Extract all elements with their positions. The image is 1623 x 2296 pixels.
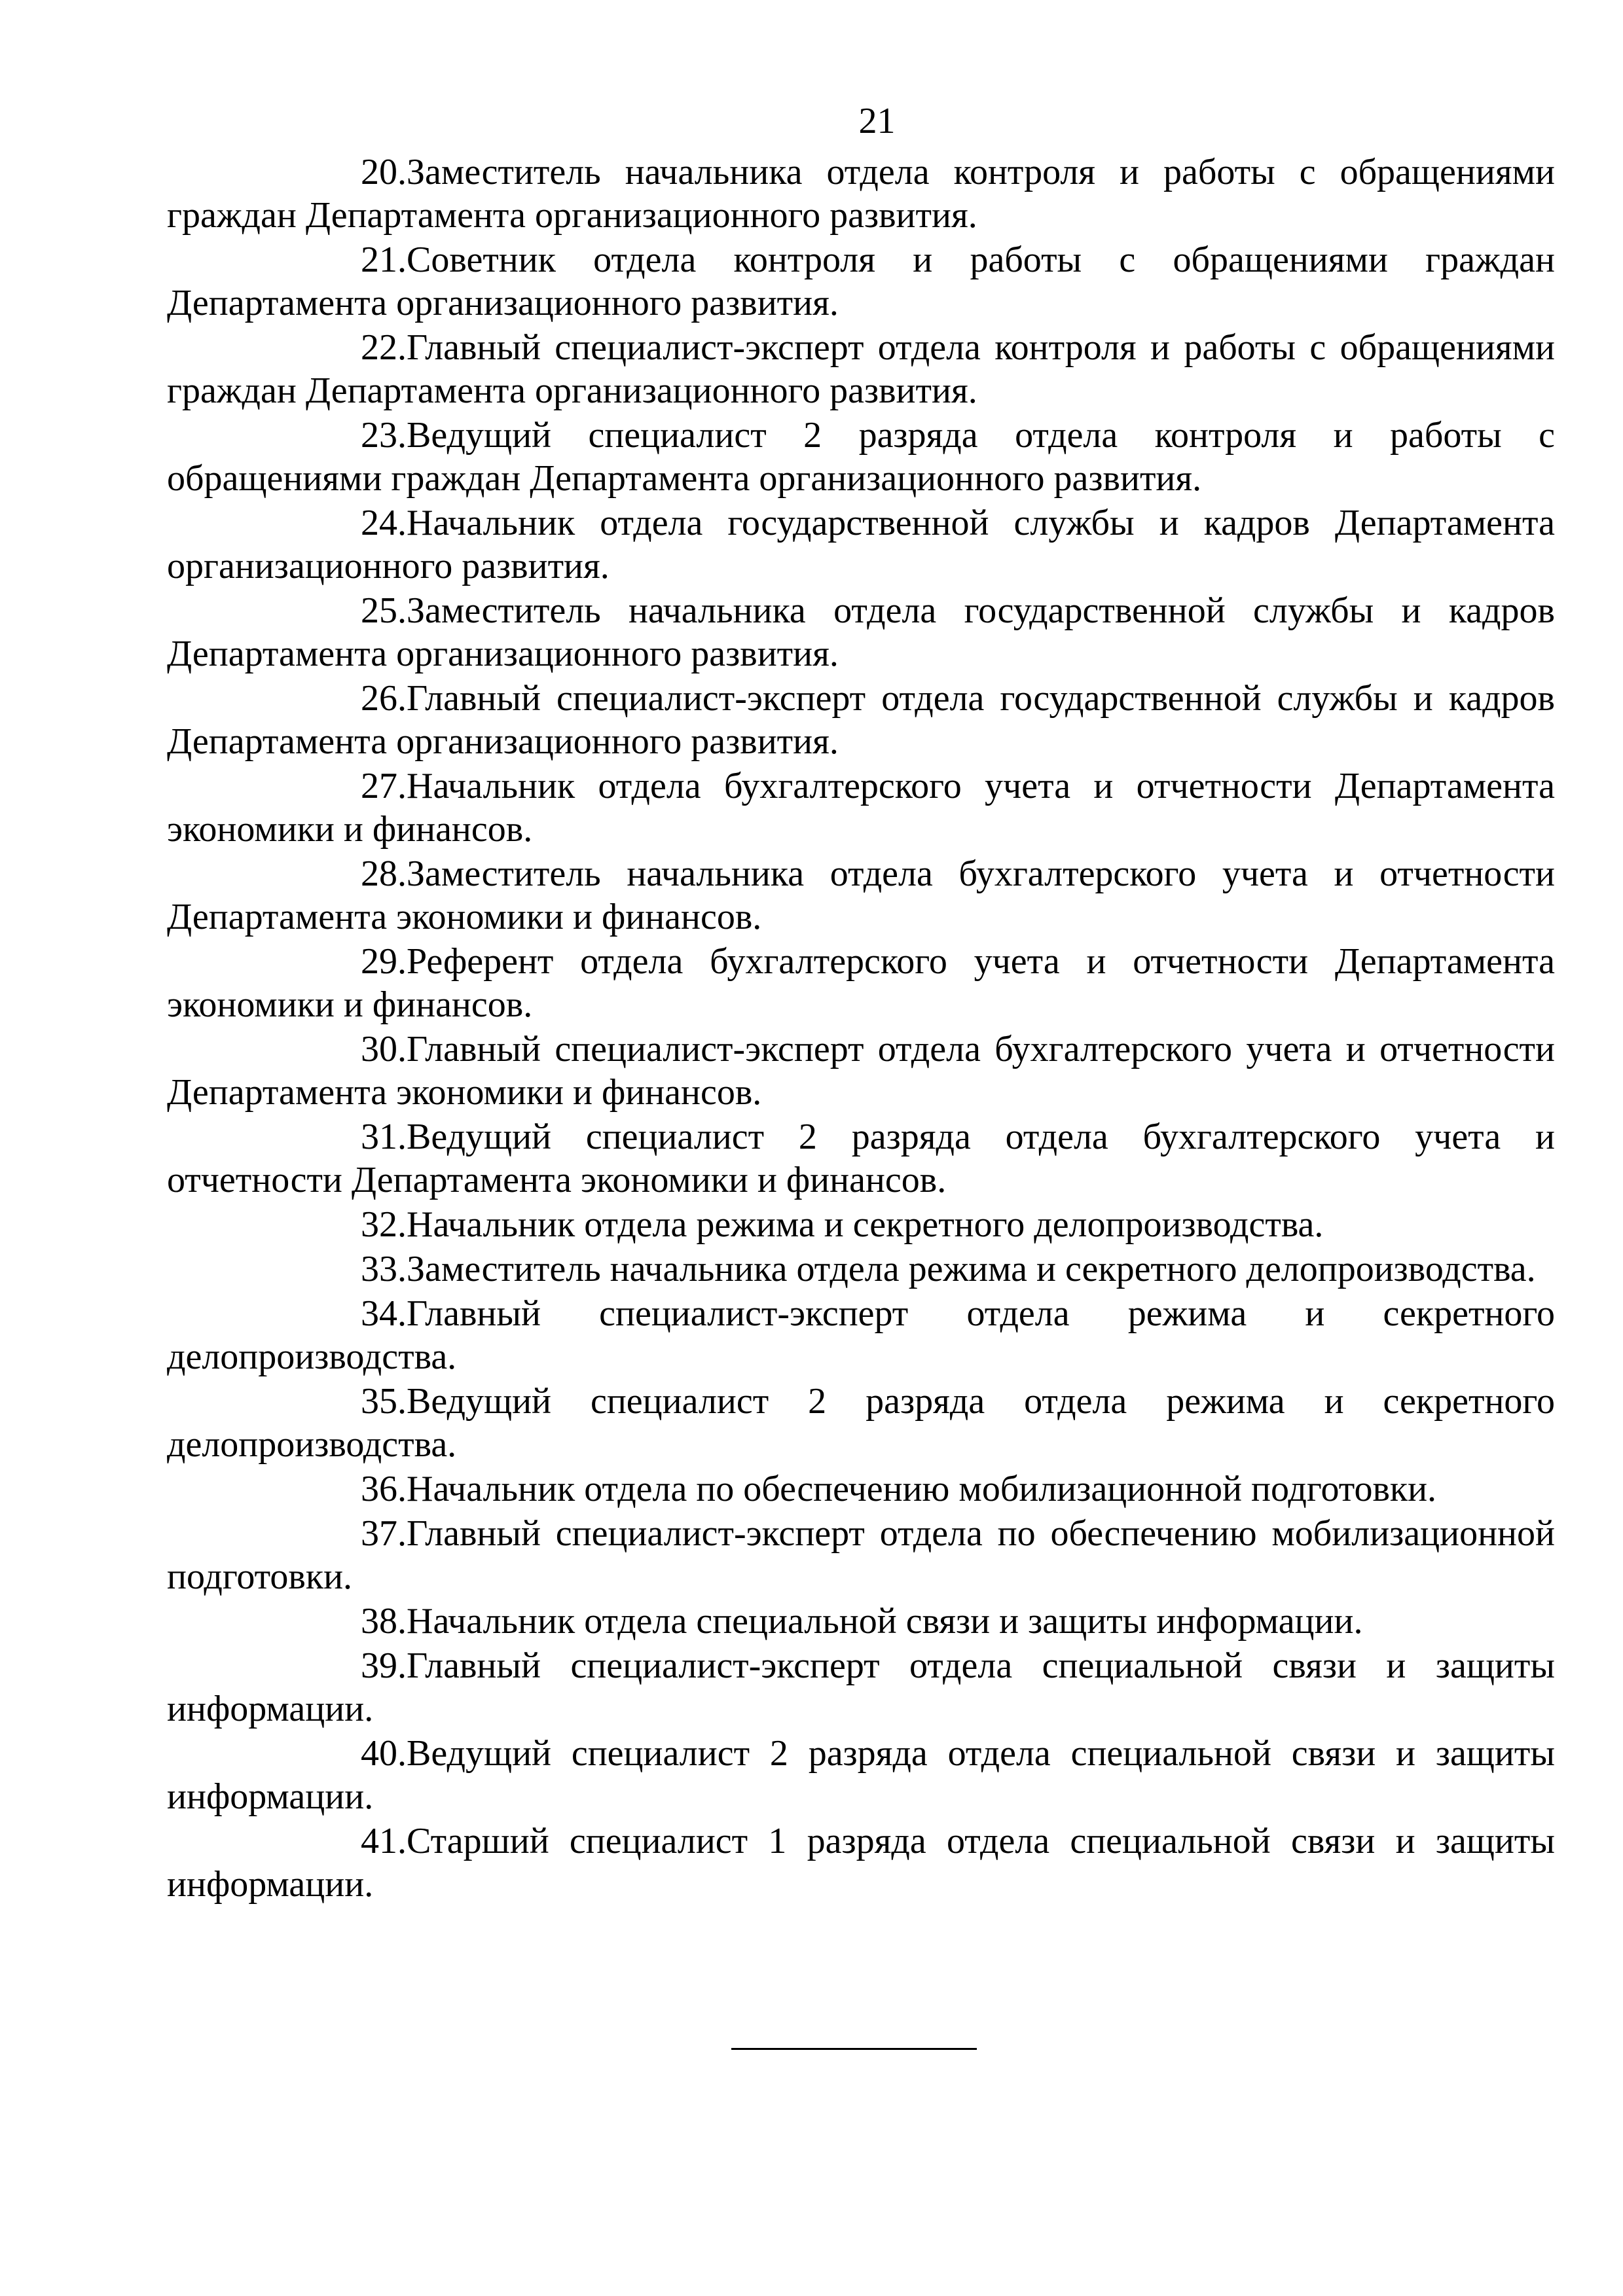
item-text: Советник отдела контроля и работы с обращениями граждан Департамента организационного развития.	[167, 240, 1555, 323]
item-number: 35.	[361, 1381, 407, 1422]
list-item	[167, 764, 1555, 852]
item-text: Главный специалист-эксперт отдела бухгалтерского учета и отчетности Департамента экономики и финансов.	[167, 1029, 1555, 1113]
list-item	[167, 1247, 1555, 1292]
item-number: 34.	[361, 1293, 407, 1334]
item-text: Начальник отдела государственной службы и кадров Департамента организационного развития.	[167, 503, 1555, 586]
list-item	[167, 1203, 1555, 1247]
item-text: Главный специалист-эксперт отдела режима и секретного делопроизводства.	[167, 1293, 1555, 1377]
item-number: 23.	[361, 415, 407, 456]
item-number: 38.	[361, 1601, 407, 1641]
item-number: 27.	[361, 766, 407, 806]
item-text: Главный специалист-эксперт отдела контроля и работы с обращениями граждан Департамента организационного развития.	[167, 327, 1555, 411]
position-list	[167, 151, 1555, 1907]
item-text: Заместитель начальника отдела бухгалтерского учета и отчетности Департамента экономики и финансов.	[167, 853, 1555, 937]
item-text: Начальник отдела режима и секретного делопроизводства.	[407, 1204, 1324, 1245]
item-number: 30.	[361, 1029, 407, 1069]
item-number: 21.	[361, 240, 407, 280]
item-text: Начальник отдела бухгалтерского учета и отчетности Департамента экономики и финансов.	[167, 766, 1555, 850]
item-number: 33.	[361, 1249, 407, 1289]
item-number: 28.	[361, 853, 407, 894]
item-text: Заместитель начальника отдела государственной службы и кадров Департамента организационного развития.	[167, 590, 1555, 674]
item-number: 41.	[361, 1821, 407, 1861]
end-separator-line	[731, 2048, 977, 2050]
list-item	[167, 1115, 1555, 1203]
item-text: Старший специалист 1 разряда отдела специальной связи и защиты информации.	[167, 1821, 1555, 1905]
item-number: 25.	[361, 590, 407, 631]
list-item	[167, 589, 1555, 677]
item-number: 32.	[361, 1204, 407, 1245]
item-text: Ведущий специалист 2 разряда отдела специальной связи и защиты информации.	[167, 1733, 1555, 1817]
list-item	[167, 1292, 1555, 1380]
item-number: 31.	[361, 1117, 407, 1157]
list-item	[167, 414, 1555, 501]
item-text: Ведущий специалист 2 разряда отдела контроля и работы с обращениями граждан Департамента организационного развития.	[167, 415, 1555, 499]
item-text: Ведущий специалист 2 разряда отдела бухгалтерского учета и отчетности Департамента экономики и финансов.	[167, 1117, 1555, 1200]
list-item	[167, 1467, 1555, 1512]
list-item	[167, 1644, 1555, 1732]
list-item	[167, 852, 1555, 940]
list-item	[167, 1512, 1555, 1600]
item-text: Начальник отдела по обеспечению мобилизационной подготовки.	[407, 1469, 1437, 1509]
item-number: 20.	[361, 152, 407, 192]
item-text: Референт отдела бухгалтерского учета и отчетности Департамента экономики и финансов.	[167, 941, 1555, 1025]
item-number: 37.	[361, 1513, 407, 1554]
item-text: Главный специалист-эксперт отдела по обеспечению мобилизационной подготовки.	[167, 1513, 1555, 1597]
item-text: Главный специалист-эксперт отдела государственной службы и кадров Департамента организационного развития.	[167, 678, 1555, 762]
item-text: Ведущий специалист 2 разряда отдела режима и секретного делопроизводства.	[167, 1381, 1555, 1465]
list-item	[167, 1600, 1555, 1644]
item-text: Главный специалист-эксперт отдела специальной связи и защиты информации.	[167, 1645, 1555, 1729]
list-item	[167, 1028, 1555, 1115]
item-number: 22.	[361, 327, 407, 368]
item-number: 40.	[361, 1733, 407, 1774]
list-item	[167, 677, 1555, 764]
page-number: 21	[858, 101, 896, 141]
list-item	[167, 501, 1555, 589]
list-item	[167, 1820, 1555, 1907]
item-number: 36.	[361, 1469, 407, 1509]
item-text: Заместитель начальника отдела контроля и работы с обращениями граждан Департамента организационного развития.	[167, 152, 1555, 236]
item-number: 29.	[361, 941, 407, 982]
item-number: 24.	[361, 503, 407, 543]
list-item	[167, 151, 1555, 238]
item-number: 39.	[361, 1645, 407, 1686]
list-item	[167, 326, 1555, 414]
list-item	[167, 1732, 1555, 1820]
item-text: Начальник отдела специальной связи и защиты информации.	[407, 1601, 1363, 1641]
item-number: 26.	[361, 678, 407, 719]
item-text: Заместитель начальника отдела режима и секретного делопроизводства.	[407, 1249, 1536, 1289]
list-item	[167, 940, 1555, 1028]
list-item	[167, 238, 1555, 326]
list-item	[167, 1380, 1555, 1467]
